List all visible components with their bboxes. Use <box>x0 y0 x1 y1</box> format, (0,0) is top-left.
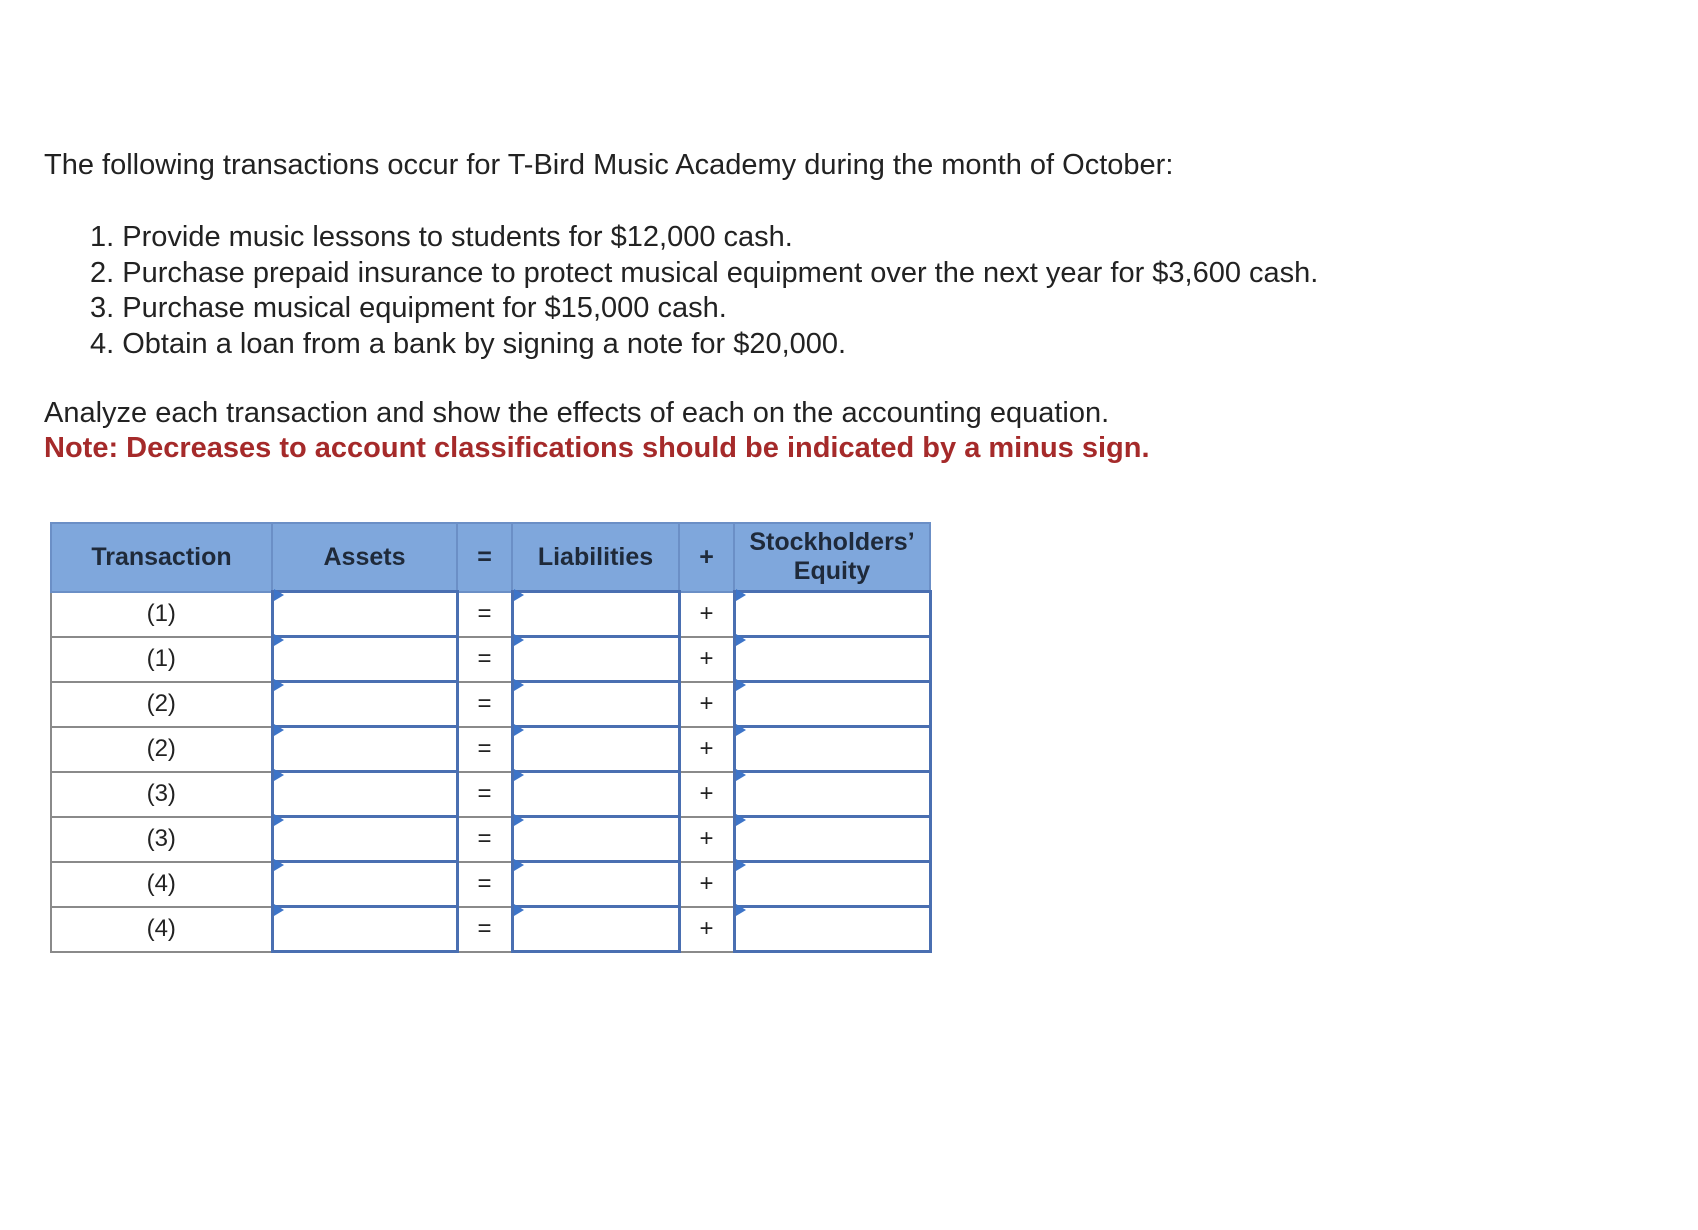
assets-input[interactable] <box>274 863 456 905</box>
transaction-list <box>90 220 1318 362</box>
assets-input[interactable] <box>274 728 456 770</box>
assets-input[interactable] <box>274 908 456 950</box>
intro-text: The following transactions occur for T-Bird Music Academy during the month of October: <box>44 149 1174 181</box>
stockholders-equity-cell <box>734 637 930 682</box>
transaction-label: (3) <box>51 772 272 817</box>
equals-sign: = <box>457 682 512 727</box>
transaction-label: (1) <box>51 592 272 637</box>
assets-cell <box>272 862 457 907</box>
table-row <box>51 907 930 952</box>
assets-cell <box>272 817 457 862</box>
assets-input[interactable] <box>274 818 456 860</box>
header-plus: + <box>679 523 734 592</box>
equals-sign: = <box>457 772 512 817</box>
plus-sign: + <box>679 817 734 862</box>
header-equity-line1: Stockholders’ <box>749 528 915 556</box>
stockholders-equity-input[interactable] <box>736 728 929 770</box>
stockholders-equity-cell <box>734 772 930 817</box>
stockholders-equity-cell <box>734 682 930 727</box>
header-equity-line2: Equity <box>793 557 871 585</box>
transaction-label: (4) <box>51 907 272 952</box>
liabilities-input[interactable] <box>514 728 678 770</box>
plus-sign: + <box>679 592 734 637</box>
table-row <box>51 772 930 817</box>
transaction-label: (3) <box>51 817 272 862</box>
plus-sign: + <box>679 907 734 952</box>
table-body <box>51 592 930 952</box>
liabilities-cell <box>512 772 679 817</box>
stockholders-equity-input[interactable] <box>736 593 929 635</box>
assets-cell <box>272 907 457 952</box>
table-header-row <box>51 523 930 592</box>
liabilities-input[interactable] <box>514 638 678 680</box>
equals-sign: = <box>457 817 512 862</box>
liabilities-input[interactable] <box>514 863 678 905</box>
table-row <box>51 637 930 682</box>
header-stockholders-equity <box>734 523 930 592</box>
transaction-label: (1) <box>51 637 272 682</box>
plus-sign: + <box>679 772 734 817</box>
transaction-item: 3. Purchase musical equipment for $15,000 cash. <box>90 292 727 324</box>
table-row <box>51 592 930 637</box>
table-row <box>51 727 930 772</box>
plus-sign: + <box>679 682 734 727</box>
equals-sign: = <box>457 592 512 637</box>
stockholders-equity-input[interactable] <box>736 683 929 725</box>
header-equals: = <box>457 523 512 592</box>
stockholders-equity-input[interactable] <box>736 908 929 950</box>
stockholders-equity-input[interactable] <box>736 818 929 860</box>
liabilities-cell <box>512 637 679 682</box>
stockholders-equity-cell <box>734 907 930 952</box>
instruction-text: Analyze each transaction and show the effects of each on the accounting equation. <box>44 397 1110 429</box>
assets-cell <box>272 682 457 727</box>
equals-sign: = <box>457 637 512 682</box>
accounting-equation-table <box>50 522 932 953</box>
assets-cell <box>272 592 457 637</box>
liabilities-cell <box>512 862 679 907</box>
stockholders-equity-input[interactable] <box>736 863 929 905</box>
table-row <box>51 862 930 907</box>
assets-input[interactable] <box>274 683 456 725</box>
plus-sign: + <box>679 727 734 772</box>
assets-input[interactable] <box>274 773 456 815</box>
equals-sign: = <box>457 862 512 907</box>
plus-sign: + <box>679 637 734 682</box>
header-assets: Assets <box>272 523 457 592</box>
stockholders-equity-cell <box>734 817 930 862</box>
liabilities-cell <box>512 817 679 862</box>
transaction-label: (2) <box>51 727 272 772</box>
liabilities-cell <box>512 682 679 727</box>
stockholders-equity-input[interactable] <box>736 638 929 680</box>
stockholders-equity-input[interactable] <box>736 773 929 815</box>
plus-sign: + <box>679 862 734 907</box>
header-liabilities: Liabilities <box>512 523 679 592</box>
liabilities-cell <box>512 727 679 772</box>
note-text: Note: Decreases to account classifications should be indicated by a minus sign. <box>44 432 1150 464</box>
stockholders-equity-cell <box>734 592 930 637</box>
liabilities-input[interactable] <box>514 683 678 725</box>
liabilities-input[interactable] <box>514 818 678 860</box>
assets-cell <box>272 637 457 682</box>
transaction-label: (2) <box>51 682 272 727</box>
stockholders-equity-cell <box>734 727 930 772</box>
equals-sign: = <box>457 727 512 772</box>
assets-cell <box>272 727 457 772</box>
assets-cell <box>272 772 457 817</box>
liabilities-input[interactable] <box>514 773 678 815</box>
transaction-item: 4. Obtain a loan from a bank by signing a note for $20,000. <box>90 327 847 360</box>
liabilities-input[interactable] <box>514 908 678 950</box>
transaction-label: (4) <box>51 862 272 907</box>
assets-input[interactable] <box>274 638 456 680</box>
transaction-item: 2. Purchase prepaid insurance to protect musical equipment over the next year for $3,600 cash. <box>90 256 1319 289</box>
table-row <box>51 682 930 727</box>
liabilities-cell <box>512 592 679 637</box>
transaction-item: 1. Provide music lessons to students for $12,000 cash. <box>90 221 793 253</box>
header-transaction: Transaction <box>51 523 272 592</box>
liabilities-cell <box>512 907 679 952</box>
stockholders-equity-cell <box>734 862 930 907</box>
equals-sign: = <box>457 907 512 952</box>
liabilities-input[interactable] <box>514 593 678 635</box>
assets-input[interactable] <box>274 593 456 635</box>
table-row <box>51 817 930 862</box>
